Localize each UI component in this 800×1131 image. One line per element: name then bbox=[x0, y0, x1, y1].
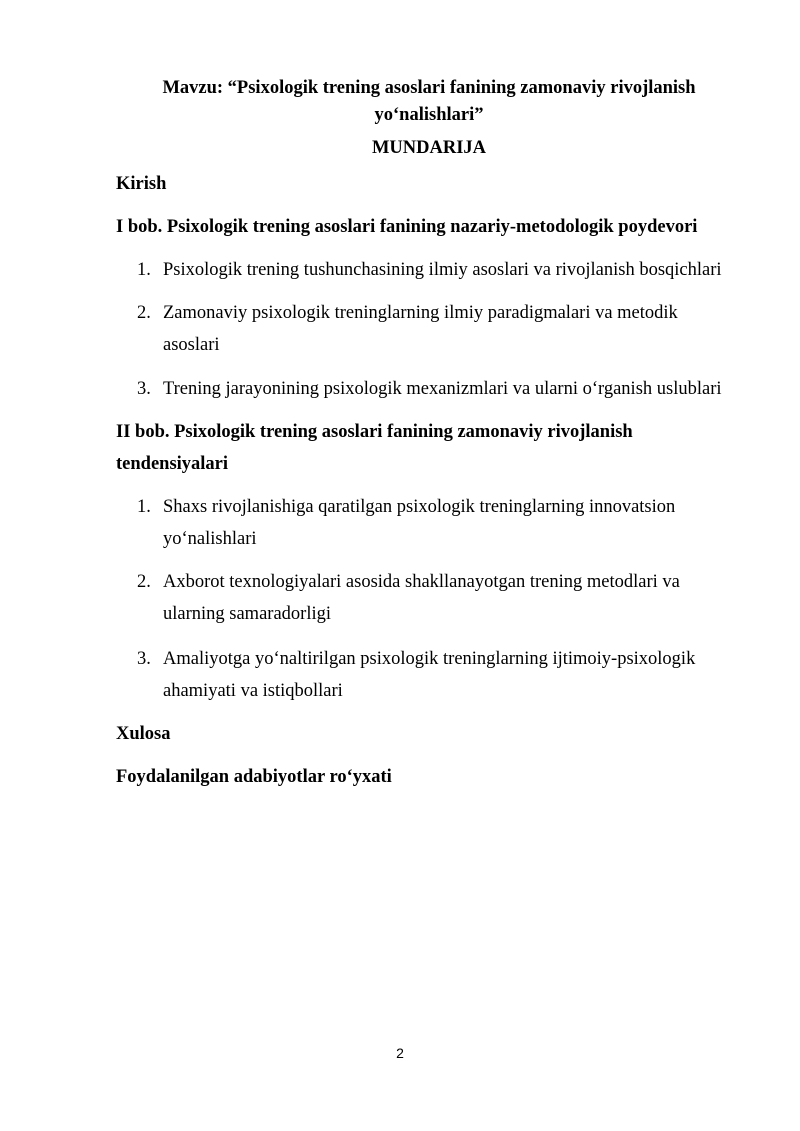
item-number: 1. bbox=[137, 497, 151, 517]
item-text: Zamonaviy psixologik treninglarning ilmiy paradigmalari va metodik asoslari bbox=[163, 303, 678, 355]
toc-chapter-2-title: II bob. Psixologik trening asoslari fanining zamonaviy rivojlanish tendensiyalari bbox=[116, 422, 633, 474]
item-text: Shaxs rivojlanishiga qaratilgan psixologik treninglarning innovatsion yo‘nalishlari bbox=[163, 497, 676, 549]
page-number: 2 bbox=[396, 1045, 404, 1061]
toc-intro: Kirish bbox=[116, 174, 167, 194]
contents-heading: MUNDARIJA bbox=[371, 138, 487, 158]
item-number: 3. bbox=[137, 379, 151, 399]
item-number: 2. bbox=[137, 572, 151, 592]
toc-chapter-1-item-3 bbox=[137, 373, 747, 405]
toc-chapter-2-item-3 bbox=[137, 643, 717, 707]
toc-references: Foydalanilgan adabiyotlar ro‘yxati bbox=[116, 767, 392, 787]
item-text: Psixologik trening tushunchasining ilmiy asoslari va rivojlanish bosqichlari bbox=[163, 260, 722, 280]
toc-conclusion: Xulosa bbox=[116, 724, 171, 744]
document-title: Mavzu: “Psixologik trening asoslari fanining zamonaviy rivojlanish yo‘nalishlari” bbox=[162, 78, 696, 125]
item-text: Trening jarayonining psixologik mexanizmlari va ularni o‘rganish uslublari bbox=[163, 379, 722, 399]
toc-chapter-1-title: I bob. Psixologik trening asoslari fanining nazariy-metodologik poydevori bbox=[116, 217, 698, 237]
item-text: Axborot texnologiyalari asosida shakllanayotgan trening metodlari va ularning samaradorligi bbox=[163, 572, 680, 624]
item-number: 3. bbox=[137, 649, 151, 669]
item-number: 2. bbox=[137, 303, 151, 323]
item-number: 1. bbox=[137, 260, 151, 280]
toc-chapter-1-item-1 bbox=[137, 254, 747, 286]
toc-chapter-2-item-1 bbox=[137, 491, 702, 555]
toc-chapter-2-item-2 bbox=[137, 566, 697, 630]
item-text: Amaliyotga yo‘naltirilgan psixologik treninglarning ijtimoiy-psixologik ahamiyati va istiqbollari bbox=[163, 649, 696, 701]
toc-chapter-1-item-2 bbox=[137, 297, 697, 361]
